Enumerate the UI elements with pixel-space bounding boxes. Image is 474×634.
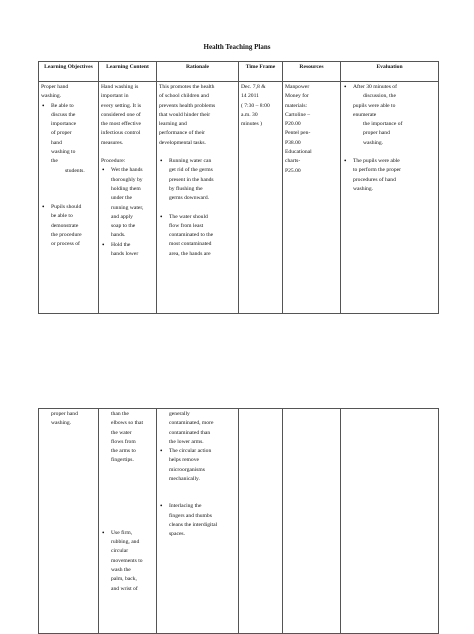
- cell-learning-objectives: [39, 82, 99, 314]
- content-line: • Use firm,: [111, 529, 133, 536]
- rationale-line: contaminated to the: [169, 232, 214, 239]
- rationale-line: • The water should: [169, 213, 208, 220]
- content-line: flows from: [111, 438, 136, 445]
- rationale-bullet: [159, 447, 236, 484]
- objective-topic-line: Proper hand: [41, 84, 69, 90]
- procedure-step: [101, 166, 154, 240]
- content-line: and apply: [111, 213, 133, 220]
- content-line: the most effective: [101, 121, 141, 128]
- resource-line: Cartoline –: [285, 111, 311, 118]
- objective-line: the: [51, 158, 58, 165]
- header-time-frame: Time Frame: [239, 62, 283, 82]
- cell-resources: [283, 409, 341, 634]
- objective-line: students.: [65, 167, 85, 174]
- rationale-line: • Running water can: [169, 158, 212, 165]
- rationale-line: of school children and: [159, 93, 209, 100]
- content-line: hands.: [111, 232, 126, 239]
- cell-time-frame: [239, 82, 283, 314]
- cell-evaluation: [341, 409, 439, 634]
- content-line: the water: [111, 429, 132, 436]
- time-frame-line: 14 2011: [241, 93, 259, 100]
- objective-topic-line: washing.: [41, 93, 62, 100]
- resource-line: P20.00: [285, 121, 301, 128]
- rationale-line: area, the hands are: [169, 250, 211, 257]
- cell-rationale: [157, 409, 239, 634]
- content-line: every setting. It is: [101, 102, 142, 109]
- time-frame-line: a.m. 30: [241, 111, 258, 118]
- objective-line: importance: [51, 121, 77, 128]
- table-row: [39, 409, 439, 634]
- cell-learning-content: [99, 82, 157, 314]
- rationale-line: • Interlacing the: [169, 503, 202, 510]
- rationale-bullet: [159, 157, 236, 203]
- health-teaching-plan-table-page-1: [38, 61, 439, 314]
- resource-line: charts-: [285, 158, 301, 165]
- procedure-step: [101, 529, 154, 594]
- content-line: • Wet the hands: [111, 167, 143, 174]
- objective-line: be able to: [51, 213, 73, 220]
- cell-time-frame: [239, 409, 283, 634]
- content-line: rubbing, and: [111, 539, 140, 546]
- content-line: important in: [101, 93, 129, 100]
- content-line: hands lower: [111, 251, 139, 258]
- objective-line: demonstrate: [51, 222, 79, 229]
- content-line: running water,: [111, 204, 144, 211]
- rationale-line: get rid of the germs: [169, 167, 213, 174]
- health-teaching-plan-table-page-2: [38, 408, 439, 634]
- header-learning-content: Learning Content: [99, 62, 157, 82]
- cell-resources: [283, 82, 341, 314]
- header-learning-objectives: Learning Objectives: [39, 62, 99, 82]
- content-line: infectious control: [101, 130, 141, 137]
- rationale-line: present in the hands: [169, 176, 214, 183]
- resource-line: Money for: [285, 93, 309, 100]
- evaluation-line: the importance of: [363, 121, 403, 128]
- evaluation-line: enumerate: [353, 111, 377, 118]
- rationale-line: that would hinder their: [159, 111, 211, 118]
- objective-bullet: [41, 203, 96, 249]
- rationale-line: cleans the interdigital: [169, 521, 218, 528]
- rationale-line: learning and: [159, 121, 187, 128]
- content-line: measures.: [101, 139, 124, 146]
- content-line: • Hold the: [111, 241, 131, 248]
- table-row: [39, 82, 439, 314]
- rationale-line: • The circular action: [169, 448, 212, 455]
- cell-rationale: [157, 82, 239, 314]
- content-line: and wrist of: [111, 585, 138, 592]
- content-line: soap to the: [111, 223, 136, 230]
- content-line: fingertips.: [111, 457, 134, 464]
- rationale-line: mechanically.: [169, 476, 200, 483]
- evaluation-line: pupils were able to: [353, 102, 396, 109]
- content-line: than the: [111, 411, 129, 417]
- content-line: Hand washing is: [101, 84, 139, 90]
- rationale-line: germs downward.: [169, 195, 210, 202]
- rationale-line: developmental tasks.: [159, 139, 206, 146]
- rationale-line: spaces.: [169, 531, 185, 538]
- content-line: holding them: [111, 185, 141, 192]
- content-line: the arms to: [111, 448, 136, 455]
- objective-line: washing.: [51, 420, 72, 427]
- cell-learning-content: [99, 409, 157, 634]
- rationale-line: contaminated than: [169, 429, 211, 436]
- rationale-line: by flushing the: [169, 185, 203, 192]
- objective-line: hand: [51, 139, 62, 146]
- content-line: circular: [111, 548, 129, 555]
- rationale-line: helps remove: [169, 457, 199, 464]
- evaluation-line: washing.: [353, 185, 374, 192]
- evaluation-line: washing.: [363, 139, 384, 146]
- evaluation-line: procedures of hand: [353, 176, 396, 183]
- rationale-line: contaminated, more: [169, 420, 214, 427]
- resource-line: P38.00: [285, 139, 301, 146]
- page-title: Health Teaching Plans: [203, 43, 271, 51]
- time-frame-line: Dec. 7,8 &: [241, 84, 266, 90]
- evaluation-bullet: [343, 83, 436, 148]
- evaluation-line: discussion, the: [363, 93, 396, 100]
- rationale-line: the lower arms.: [169, 438, 204, 445]
- rationale-line: fingers and thumbs: [169, 512, 212, 519]
- table-header-row: [39, 62, 439, 82]
- procedure-label: Procedure:: [101, 158, 126, 165]
- rationale-bullet: [159, 213, 236, 259]
- rationale-line: prevents health problems: [159, 102, 216, 109]
- content-line: considered one of: [101, 111, 141, 118]
- cell-learning-objectives: [39, 409, 99, 634]
- procedure-step: [101, 241, 154, 260]
- resource-line: Pentel pen-: [285, 130, 311, 137]
- resource-line: Manpower: [285, 84, 310, 90]
- rationale-bullet: [159, 502, 236, 539]
- rationale-line: most contaminated: [169, 241, 212, 248]
- header-resources: Resources: [283, 62, 341, 82]
- resource-line: P25.00: [285, 167, 301, 174]
- evaluation-line: • After 30 minutes of: [353, 84, 397, 90]
- content-line: movements to: [111, 557, 143, 564]
- objective-line: • Be able to: [51, 102, 74, 109]
- header-rationale: Rationale: [157, 62, 239, 82]
- cell-evaluation: [341, 82, 439, 314]
- resource-line: Educational: [285, 149, 312, 156]
- evaluation-line: • The pupils were able: [353, 158, 400, 165]
- objective-line: or process of: [51, 241, 80, 248]
- rationale-line: generally: [169, 411, 190, 417]
- content-line: palm, back,: [111, 576, 137, 583]
- content-line: under the: [111, 195, 132, 202]
- evaluation-line: proper hand: [363, 130, 390, 137]
- rationale-line: This promotes the health: [159, 84, 215, 90]
- objective-line: • Pupils should: [51, 203, 82, 210]
- time-frame-line: minutes ): [241, 121, 262, 128]
- objective-line: washing to: [51, 149, 76, 156]
- time-frame-line: ( 7:30 – 8:00: [241, 102, 270, 109]
- rationale-line: flow from least: [169, 222, 204, 229]
- evaluation-bullet: [343, 157, 436, 194]
- evaluation-line: to perform the proper: [353, 167, 401, 174]
- objective-bullet: [41, 102, 96, 176]
- content-line: elbows so that: [111, 420, 144, 427]
- content-line: wash the: [111, 566, 131, 573]
- rationale-line: microorganisms: [169, 466, 205, 473]
- objective-line: proper hand: [51, 411, 78, 417]
- resource-line: materials:: [285, 102, 308, 109]
- objective-line: of proper: [51, 130, 72, 137]
- objective-line: the procedure: [51, 231, 82, 238]
- objective-line: discuss the: [51, 111, 76, 118]
- header-evaluation: Evaluation: [341, 62, 439, 82]
- rationale-line: performance of their: [159, 130, 205, 137]
- content-line: thoroughly by: [111, 176, 143, 183]
